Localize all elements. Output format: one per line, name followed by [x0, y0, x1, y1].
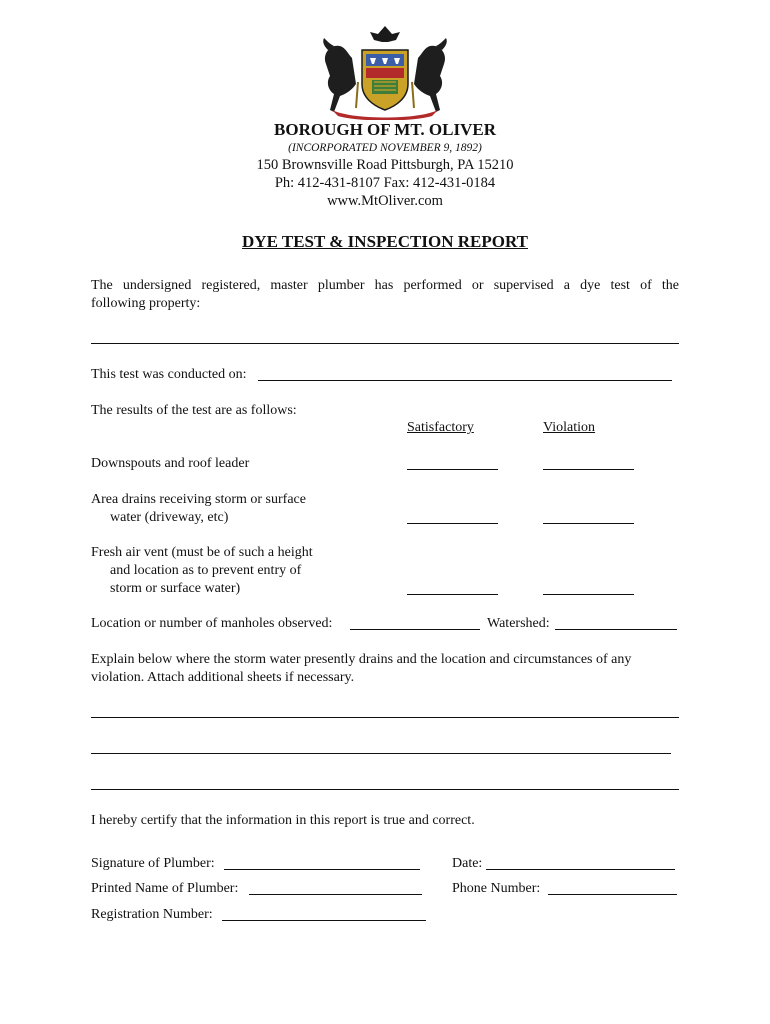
org-name: BOROUGH OF MT. OLIVER [274, 120, 496, 139]
manholes-field[interactable] [350, 629, 480, 630]
item-downspouts: Downspouts and roof leader [91, 456, 250, 471]
conducted-on-field[interactable] [258, 380, 672, 381]
printed-name-label: Printed Name of Plumber: [91, 881, 239, 896]
explain-line-2: violation. Attach additional sheets if necessary. [91, 670, 355, 685]
watershed-field[interactable] [555, 629, 677, 630]
results-label: The results of the test are as follows: [91, 403, 297, 418]
conducted-on-label: This test was conducted on: [91, 367, 247, 382]
area-drains-satisfactory-field[interactable] [407, 523, 498, 524]
item-fresh-air-line-2: and location as to prevent entry of [110, 563, 302, 578]
certify-statement: I hereby certify that the information in this report is true and correct. [91, 813, 475, 828]
intro-line-2: following property: [91, 296, 201, 311]
explain-field-line-3[interactable] [91, 789, 679, 790]
address: 150 Brownsville Road Pittsburgh, PA 15210 [256, 157, 514, 173]
manholes-label: Location or number of manholes observed: [91, 616, 333, 631]
date-field[interactable] [486, 869, 675, 870]
downspouts-violation-field[interactable] [543, 469, 634, 470]
signature-label: Signature of Plumber: [91, 856, 215, 871]
item-fresh-air-line-1: Fresh air vent (must be of such a height [91, 545, 313, 560]
website: www.MtOliver.com [327, 193, 443, 209]
phone-number-label: Phone Number: [452, 881, 541, 896]
signature-field[interactable] [224, 869, 420, 870]
item-fresh-air-line-3: storm or surface water) [110, 581, 241, 596]
date-label: Date: [452, 856, 483, 871]
report-title: DYE TEST & INSPECTION REPORT [242, 232, 528, 251]
fresh-air-violation-field[interactable] [543, 594, 634, 595]
registration-label: Registration Number: [91, 907, 213, 922]
downspouts-satisfactory-field[interactable] [407, 469, 498, 470]
col-satisfactory: Satisfactory [407, 420, 474, 435]
watershed-label: Watershed: [487, 616, 550, 631]
area-drains-violation-field[interactable] [543, 523, 634, 524]
item-area-drains-line-2: water (driveway, etc) [110, 510, 229, 525]
property-field[interactable] [91, 343, 679, 344]
explain-field-line-1[interactable] [91, 717, 679, 718]
col-violation: Violation [543, 420, 596, 435]
phone-number-field[interactable] [548, 894, 677, 895]
item-area-drains-line-1: Area drains receiving storm or surface [91, 492, 306, 507]
phone-fax: Ph: 412-431-8107 Fax: 412-431-0184 [274, 175, 496, 191]
coat-of-arms-seal [312, 24, 458, 120]
fresh-air-satisfactory-field[interactable] [407, 594, 498, 595]
intro-line-1: The undersigned registered, master plumber has performed or supervised a dye test of the [91, 278, 679, 293]
incorporated-date: (INCORPORATED NOVEMBER 9, 1892) [288, 142, 482, 154]
printed-name-field[interactable] [249, 894, 422, 895]
explain-field-line-2[interactable] [91, 753, 671, 754]
registration-field[interactable] [222, 920, 426, 921]
explain-line-1: Explain below where the storm water presently drains and the location and circumstances of any [91, 652, 632, 667]
